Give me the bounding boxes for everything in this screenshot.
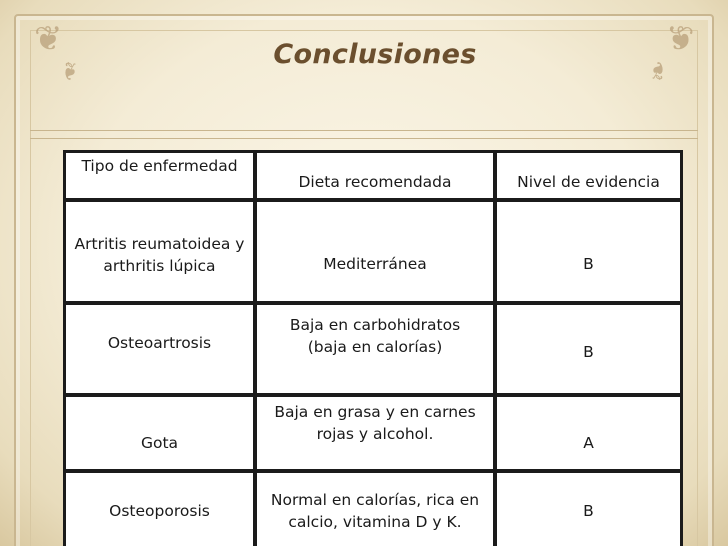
- table-cell-evidence: B: [497, 473, 680, 546]
- decorative-rule: [30, 138, 698, 139]
- table-cell-disease: Gota: [66, 397, 253, 469]
- table-cell-evidence: A: [497, 397, 680, 469]
- table-header-diet: Dieta recomendada: [257, 153, 493, 198]
- decorative-rule: [30, 130, 698, 131]
- slide-title: Conclusiones: [273, 39, 477, 70]
- conclusions-table: [63, 150, 683, 546]
- table-cell-evidence: B: [497, 305, 680, 393]
- table-cell-diet: Mediterránea: [257, 202, 493, 301]
- table-cell-evidence: B: [497, 202, 680, 301]
- table-cell-disease: Osteoporosis: [66, 473, 253, 546]
- table-cell-diet: Baja en carbohidratos (baja en calorías): [257, 305, 493, 393]
- table-cell-diet: Baja en grasa y en carnes rojas y alcohol.: [257, 397, 493, 469]
- flourish-ornament-icon: ❧: [644, 60, 675, 82]
- table-cell-diet: Normal en calorías, rica en calcio, vitamina D y K.: [257, 473, 493, 546]
- flourish-ornament-icon: ❦: [665, 19, 694, 59]
- flourish-ornament-icon: ❦: [34, 19, 63, 59]
- table-header-evidence: Nivel de evidencia: [497, 153, 680, 198]
- table-cell-disease: Artritis reumatoidea y arthritis lúpica: [66, 202, 253, 301]
- flourish-ornament-icon: ❧: [53, 60, 84, 82]
- table-cell-disease: Osteoartrosis: [66, 305, 253, 393]
- table-header-disease: Tipo de enfermedad: [66, 153, 253, 198]
